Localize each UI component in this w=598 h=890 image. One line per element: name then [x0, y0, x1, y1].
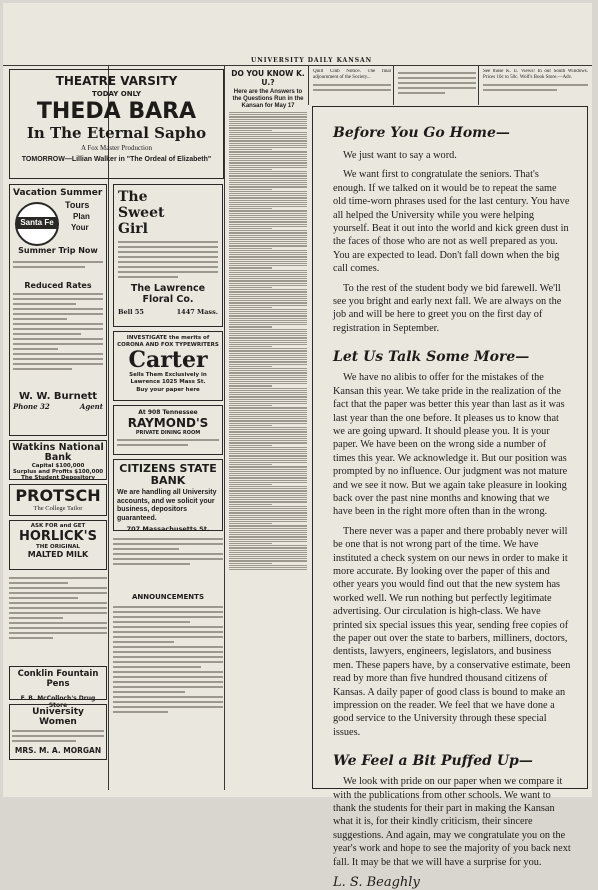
text-line — [229, 412, 307, 413]
text-line — [229, 252, 307, 253]
text-line — [229, 167, 307, 168]
theatre-star: THEDA BARA — [36, 99, 197, 124]
column-rule — [393, 65, 394, 105]
text-line — [229, 132, 307, 133]
text-line — [229, 368, 307, 369]
text-line — [229, 178, 307, 179]
text-line — [229, 447, 307, 448]
text-line — [229, 160, 307, 161]
masthead: UNIVERSITY DAILY KANSAN — [251, 57, 373, 64]
raymond-sub: PRIVATE DINING ROOM — [135, 430, 201, 436]
text-line — [229, 436, 307, 437]
editorial-p2b: There never was a paper and there probably never will be one that is not wrong part of the time. We have instituted a check system on our news in order to make it more accurate. By looking over the paper of this and other years you would find out that the new system has worked well. We run nothing but perfectly legitimate advertising. Our circulation is high-class. We have printed six special issues this year, sending free copies of the paper out over the state to barbers, milliners, doctors, dentists, lawyers, engineers, legislators, and business men. These papers have, by a conservative estimate, been read by more than five hundred thousand citizens of Kansas. A daily paper of good class is bound to make an impression on the reader. We feel that we have done a good service to the University through these special issues. — [333, 525, 571, 738]
column-rule — [224, 65, 225, 790]
florist-address: 1447 Mass. — [176, 308, 218, 316]
text-line — [229, 221, 307, 222]
text-line — [229, 547, 307, 548]
text-line — [229, 331, 307, 332]
text-line — [229, 560, 307, 561]
text-line — [229, 532, 307, 533]
carter-ad — [113, 331, 223, 401]
text-line — [229, 228, 272, 229]
theatre-ad — [9, 69, 224, 179]
text-line — [229, 427, 307, 428]
text-line — [229, 401, 307, 402]
text-line — [229, 377, 307, 378]
text-line — [229, 136, 307, 137]
text-line — [229, 217, 307, 218]
text-line — [229, 506, 307, 507]
text-line — [229, 180, 307, 181]
text-line — [229, 528, 307, 529]
text-line — [229, 302, 307, 303]
text-line — [229, 381, 307, 382]
do-you-know-body — [229, 112, 307, 570]
text-line — [229, 388, 307, 389]
sweet-girl-line2: Sweet — [118, 205, 165, 221]
text-line — [229, 213, 307, 214]
text-line — [229, 399, 307, 400]
text-line — [229, 434, 307, 435]
editorial-heading-2: Let Us Talk Some More— — [333, 349, 530, 366]
text-line — [229, 423, 307, 424]
text-line — [229, 280, 307, 281]
bank-body: We are handling all University accounts, and we solicit your business, depositors guaranteed. — [117, 489, 217, 522]
text-line — [229, 567, 307, 568]
text-line — [229, 151, 307, 152]
text-line — [229, 206, 307, 207]
watkins-tag: The Student Depository — [21, 475, 95, 481]
text-line — [229, 536, 307, 537]
text-line — [229, 278, 307, 279]
text-line — [229, 497, 307, 498]
protsch-tag: The College Tailor — [33, 505, 83, 512]
text-line — [229, 442, 307, 443]
raymond-at: At 908 Tennessee — [138, 409, 198, 416]
do-you-know-subtitle: Here are the Answers to the Questions Run in the Kansan for May 17 — [232, 89, 304, 109]
text-line — [229, 125, 307, 126]
editorial-box — [312, 106, 588, 890]
text-line — [229, 200, 307, 201]
text-line — [229, 517, 307, 518]
text-line — [229, 267, 272, 268]
text-line — [229, 510, 307, 511]
masthead-rule — [3, 65, 592, 66]
text-line — [229, 138, 307, 139]
text-line — [229, 149, 272, 150]
text-line — [229, 425, 272, 426]
text-line — [229, 318, 307, 319]
watkins-capital: Capital $100,000 — [31, 463, 85, 469]
quill-text: Quill Club Notice. The final adjournment of the Society... — [313, 69, 391, 80]
editorial-p3a: We look with pride on our paper when we compare it with the publications from other schools. We want to thank the students for their part in making the Kansan what it is, for their kindly criticism, their sincere suggestions. And again, may we congratulate you on the year's work and hope to see the majority of you back next fall. It may be that we will have a surprise for you. — [333, 776, 571, 868]
agent-name: W. W. Burnett — [18, 391, 98, 402]
text-line — [229, 186, 307, 187]
text-line — [229, 208, 272, 209]
text-line — [229, 545, 307, 546]
reduced-rates-label: Reduced Rates — [24, 281, 92, 290]
text-line — [229, 563, 272, 564]
text-line — [229, 530, 307, 531]
text-line — [229, 189, 272, 190]
horlick-product: MALTED MILK — [27, 550, 89, 559]
text-line — [229, 396, 307, 397]
text-line — [229, 484, 272, 485]
text-line — [229, 320, 307, 321]
text-line — [229, 475, 307, 476]
text-line — [229, 471, 307, 472]
text-line — [229, 195, 307, 196]
editorial-p2a: We have no alibis to offer for the mistakes of the Kansan this year. We take pride in the realization of the fact that the paper was better this year than last as it was last year than the one before. It pleases us to know that we are going upward. It should please you. It is your paper. We have been on the wrong side a number of times this year. We acknowledge it. But our position was prompted by no influence. Our judgment was not mature and we see it now. But we again take pleasure in looking back over the past nine months and knowing that we have been in the right more often than in the wrong. — [333, 372, 568, 518]
text-line — [229, 210, 307, 211]
text-line — [229, 477, 307, 478]
text-line — [229, 215, 307, 216]
editorial-p1c: To the rest of the student body we bid farewell. We'll see you bright and early next fall. We are always on the job and will be here to greet you on the first day of registration in September. — [333, 282, 562, 334]
watkins-bank-ad — [9, 440, 107, 480]
text-line — [229, 392, 307, 393]
text-line — [229, 114, 307, 115]
column-rule — [478, 65, 479, 105]
text-line — [229, 490, 307, 491]
florist-phone: Bell 55 — [118, 308, 144, 316]
santa-fe-logo — [15, 202, 59, 246]
text-line — [229, 162, 307, 163]
plan-label: Plan — [73, 212, 90, 221]
text-line — [229, 337, 307, 338]
text-line — [229, 569, 307, 570]
text-line — [229, 455, 307, 456]
text-line — [229, 512, 307, 513]
text-line — [229, 407, 307, 408]
conklin-dealer: F. B. McColloch's Drug Store — [20, 695, 96, 709]
text-line — [229, 156, 307, 157]
text-line — [229, 311, 307, 312]
text-line — [229, 265, 307, 266]
sweet-girl-ad — [113, 184, 223, 327]
text-line — [229, 495, 307, 496]
text-line — [229, 256, 307, 257]
text-line — [229, 554, 307, 555]
women-name: University Women — [32, 707, 84, 727]
protsch-name: PROTSCH — [15, 486, 101, 505]
summer-trip-label: Summer Trip Now — [18, 246, 98, 255]
text-line — [229, 525, 307, 526]
text-line — [229, 241, 307, 242]
text-line — [229, 309, 307, 310]
theatre-film: In The Eternal Sapho — [26, 124, 207, 142]
text-line — [229, 261, 307, 262]
text-line — [229, 173, 307, 174]
florist-name: The Lawrence Floral Co. — [130, 283, 206, 305]
text-line — [229, 499, 307, 500]
text-line — [229, 390, 307, 391]
small-ads — [113, 535, 223, 585]
text-line — [229, 202, 307, 203]
text-line — [229, 550, 307, 551]
carter-investigate: INVESTIGATE the merits of CORONA AND FOX TYPEWRITERS — [117, 335, 219, 348]
text-line — [229, 534, 307, 535]
text-line — [229, 385, 272, 386]
text-line — [229, 414, 307, 415]
text-line — [229, 357, 307, 358]
text-line — [229, 350, 307, 351]
editorial-p1a: We just want to say a word. — [343, 150, 457, 161]
horlick-name: HORLICK'S — [18, 529, 98, 544]
agent-label: Agent — [79, 402, 103, 411]
text-line — [229, 226, 307, 227]
theatre-tomorrow: TOMORROW—Lillian Walker in "The Ordeal of Elizabeth" — [21, 156, 212, 163]
text-line — [229, 324, 307, 325]
horlick-ad — [9, 520, 107, 570]
text-line — [229, 237, 307, 238]
column-rule — [308, 65, 309, 105]
announcements-body — [113, 603, 223, 763]
text-line — [229, 541, 307, 542]
text-line — [229, 445, 272, 446]
text-line — [229, 296, 307, 297]
text-line — [229, 119, 307, 120]
text-line — [229, 287, 272, 288]
text-line — [229, 175, 307, 176]
text-line — [229, 232, 307, 233]
text-line — [229, 322, 307, 323]
text-line — [229, 420, 307, 421]
text-line — [229, 165, 307, 166]
text-line — [229, 449, 307, 450]
text-line — [229, 431, 307, 432]
text-line — [229, 375, 307, 376]
text-line — [229, 239, 307, 240]
text-line — [229, 204, 307, 205]
text-line — [229, 112, 307, 113]
text-line — [229, 171, 307, 172]
text-line — [229, 521, 307, 522]
do-you-know-column — [229, 69, 307, 789]
middle-notice — [398, 69, 476, 105]
text-line — [229, 370, 307, 371]
text-line — [229, 250, 307, 251]
text-line — [229, 348, 307, 349]
newspaper-page — [3, 3, 592, 890]
watkins-name: Watkins National Bank — [12, 442, 104, 463]
text-line — [229, 134, 307, 135]
women-proprietor: MRS. M. A. MORGAN — [14, 746, 102, 755]
carter-buy: Buy your paper here — [136, 387, 200, 393]
text-line — [229, 230, 307, 231]
text-line — [229, 488, 307, 489]
carter-sells: Sells Them Exclusively in Lawrence 1025 Mass St. — [129, 372, 207, 385]
raymond-ad — [113, 405, 223, 455]
text-line — [229, 305, 307, 306]
text-line — [229, 418, 307, 419]
text-line — [229, 438, 307, 439]
text-line — [229, 543, 272, 544]
conklin-ad — [9, 666, 107, 709]
text-line — [229, 346, 272, 347]
text-line — [229, 116, 307, 117]
carter-name: Carter — [128, 347, 208, 373]
text-line — [229, 344, 307, 345]
text-line — [229, 480, 307, 481]
text-line — [229, 193, 307, 194]
text-line — [229, 143, 307, 144]
text-line — [229, 466, 307, 467]
text-line — [229, 366, 272, 367]
bank-name: CITIZENS STATE BANK — [119, 462, 217, 487]
text-line — [229, 276, 307, 277]
citizens-bank-ad — [113, 459, 223, 531]
text-line — [229, 154, 307, 155]
agent-phone: Phone 32 — [13, 402, 50, 411]
editorial-p1b: We want first to congratulate the seniors. That's enough. If we talked on it would be to repeat the same old time-worn phrases used for the last century. You have all helped the University while you were helping yourself. Beat it out into the world and kick green dust in the faces of those who are not as well prepared as you. You are expected to lead. Don't fall down when the big call comes. — [333, 169, 570, 275]
text-line — [229, 361, 307, 362]
text-line — [229, 379, 307, 380]
theatre-title: THEATRE VARSITY — [55, 74, 178, 88]
announcements-heading: ANNOUNCEMENTS — [132, 593, 204, 601]
text-line — [229, 440, 307, 441]
text-line — [229, 300, 307, 301]
views-notice — [483, 69, 588, 105]
text-line — [229, 383, 307, 384]
sweet-girl-line3: Girl — [118, 221, 148, 237]
text-line — [229, 248, 272, 249]
text-line — [229, 464, 272, 465]
text-line — [229, 272, 307, 273]
text-line — [229, 451, 307, 452]
text-line — [229, 469, 307, 470]
your-label: Your — [71, 223, 89, 232]
sweet-girl-line1: The — [118, 189, 148, 205]
text-line — [229, 285, 307, 286]
text-line — [229, 289, 307, 290]
text-line — [229, 353, 307, 354]
theatre-today: TODAY ONLY — [91, 90, 142, 98]
text-line — [229, 429, 307, 430]
text-line — [229, 453, 307, 454]
text-line — [229, 519, 307, 520]
text-line — [229, 197, 307, 198]
text-line — [229, 191, 307, 192]
text-line — [229, 342, 307, 343]
text-line — [229, 158, 307, 159]
text-line — [229, 405, 272, 406]
text-line — [229, 410, 307, 411]
text-line — [229, 219, 307, 220]
text-line — [229, 224, 307, 225]
text-line — [229, 508, 307, 509]
text-line — [229, 501, 307, 502]
left-small-items — [9, 574, 107, 664]
text-line — [229, 329, 307, 330]
text-line — [229, 539, 307, 540]
text-line — [229, 504, 272, 505]
text-line — [229, 313, 307, 314]
university-women-ad — [9, 704, 107, 760]
horlick-sub: THE ORIGINAL — [36, 544, 80, 550]
editorial-signature: L. S. Beaghly — [333, 875, 420, 890]
text-line — [229, 184, 307, 185]
tours-label: Tours — [65, 200, 90, 210]
text-line — [229, 493, 307, 494]
text-line — [229, 482, 307, 483]
protsch-ad — [9, 484, 107, 516]
text-line — [229, 523, 272, 524]
text-line — [229, 364, 307, 365]
text-line — [229, 462, 307, 463]
text-line — [229, 340, 307, 341]
text-line — [229, 359, 307, 360]
do-you-know-title: DO YOU KNOW K. U.? — [231, 69, 305, 87]
text-line — [229, 416, 307, 417]
conklin-name: Conklin Fountain Pens — [17, 669, 99, 689]
text-line — [229, 182, 307, 183]
text-line — [229, 558, 307, 559]
text-line — [229, 315, 307, 316]
views-text: See those K. U. Views! In our South Windows. Prices 10c to 50c. Wolf's Book Store.—Adv. — [483, 69, 588, 80]
text-line — [229, 460, 307, 461]
text-line — [229, 127, 307, 128]
text-line — [229, 145, 307, 146]
text-line — [229, 263, 307, 264]
santa-fe-ad — [9, 184, 107, 436]
text-line — [229, 294, 307, 295]
text-line — [229, 335, 307, 336]
raymond-name: RAYMOND'S — [127, 416, 209, 430]
watkins-surplus: Surplus and Profits $100,000 — [12, 469, 104, 475]
theatre-producer: A Fox Master Production — [81, 144, 152, 152]
santa-fe-headline: Vacation Summer — [13, 188, 103, 198]
text-line — [229, 140, 307, 141]
text-line — [229, 515, 307, 516]
text-line — [229, 372, 307, 373]
text-line — [229, 243, 307, 244]
text-line — [229, 274, 307, 275]
text-line — [229, 169, 272, 170]
text-line — [229, 298, 307, 299]
text-line — [229, 245, 307, 246]
bank-address: 707 Massachusetts St. — [126, 525, 210, 533]
text-line — [229, 565, 307, 566]
text-line — [229, 283, 307, 284]
text-line — [229, 147, 307, 148]
text-line — [229, 121, 307, 122]
text-line — [229, 394, 307, 395]
text-line — [229, 486, 307, 487]
text-line — [229, 458, 307, 459]
text-line — [229, 403, 307, 404]
editorial-heading-1: Before You Go Home— — [333, 125, 510, 141]
text-line — [229, 355, 307, 356]
quill-club-notice — [313, 69, 391, 105]
text-line — [229, 130, 272, 131]
text-line — [229, 333, 307, 334]
text-line — [229, 291, 307, 292]
text-line — [229, 556, 307, 557]
text-line — [229, 235, 307, 236]
text-line — [229, 270, 307, 271]
horlick-ask: ASK FOR and GET — [30, 523, 86, 529]
text-line — [229, 259, 307, 260]
text-line — [229, 123, 307, 124]
editorial-heading-3: We Feel a Bit Puffed Up— — [333, 753, 533, 770]
text-line — [229, 552, 307, 553]
santa-fe-logo-text: Santa Fe — [17, 217, 57, 229]
text-line — [229, 326, 272, 327]
text-line — [229, 473, 307, 474]
text-line — [229, 307, 272, 308]
text-line — [229, 254, 307, 255]
